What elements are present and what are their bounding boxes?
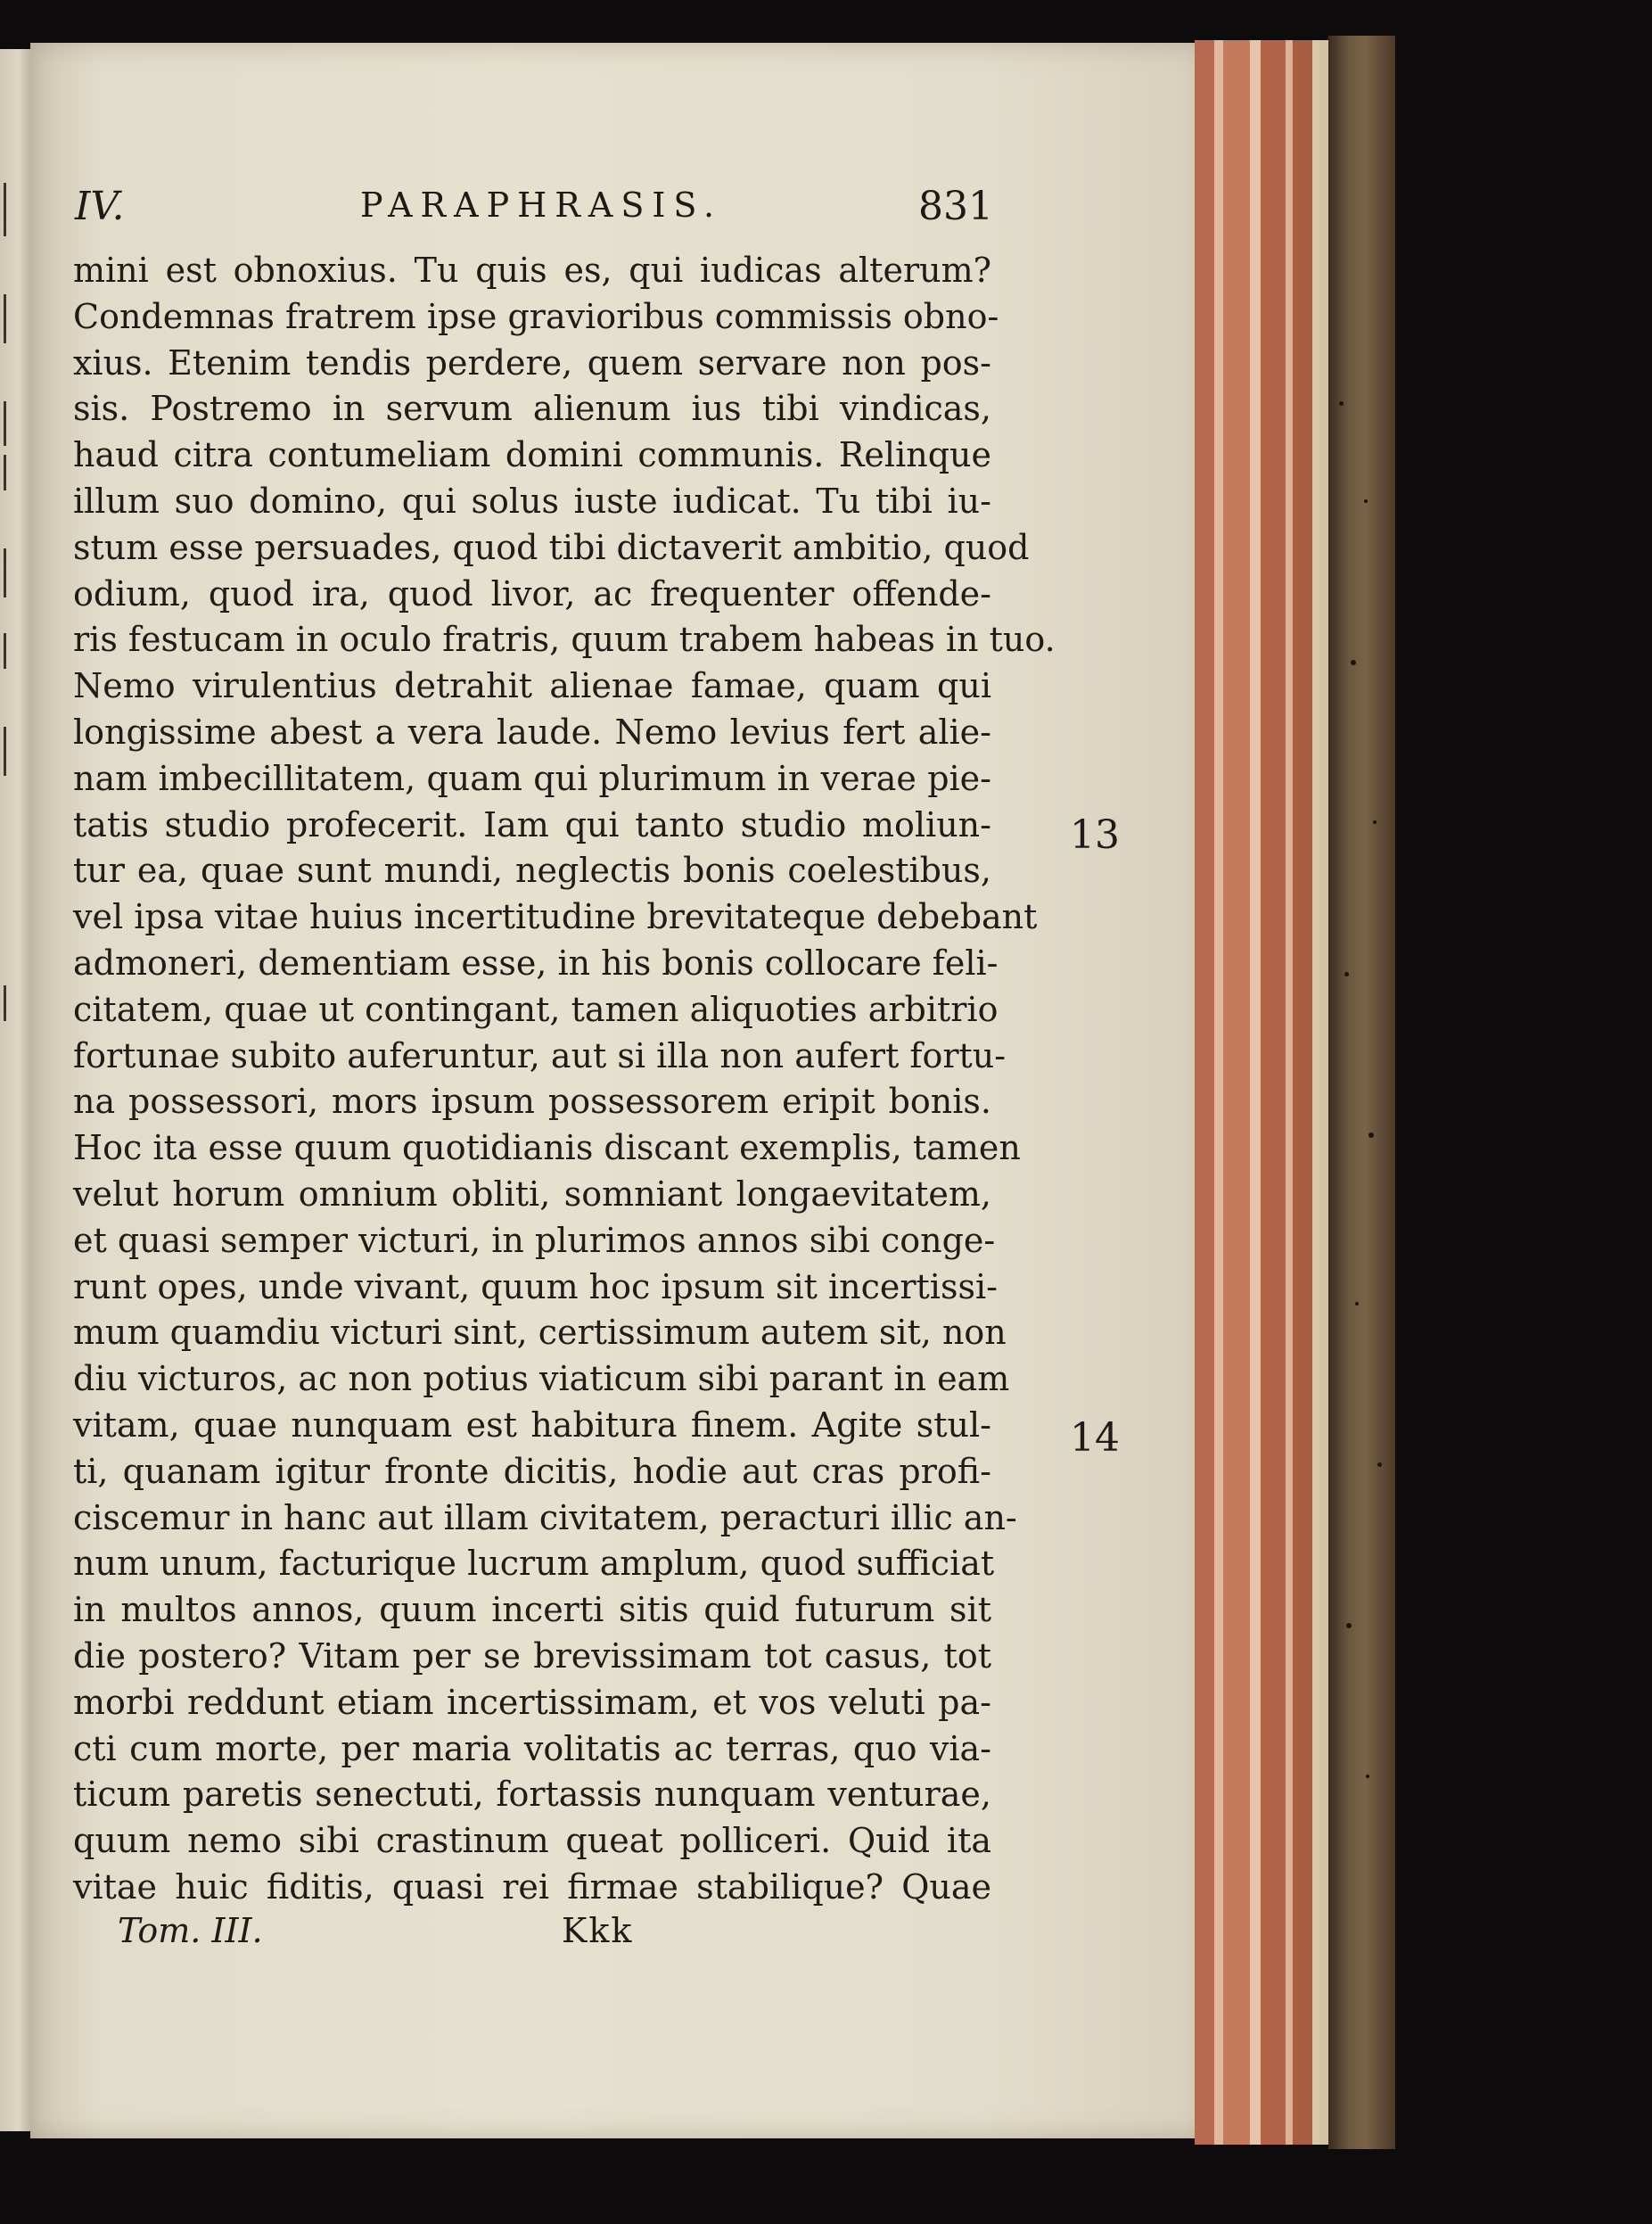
text-line: velut horum omnium obliti, somniant longaevitatem, (73, 1174, 991, 1214)
cover-speck (1373, 820, 1377, 824)
text-line: die postero? Vitam per se brevissimam tot casus, tot (73, 1635, 991, 1676)
text-line: in multos annos, quum incerti sitis quid futurum sit (73, 1590, 991, 1630)
facing-page-text-fragment (4, 985, 6, 1021)
facing-page-text-fragment (4, 401, 6, 446)
text-line: et quasi semper victuri, in plurimos annos sibi conge- (73, 1220, 996, 1260)
facing-page-text-fragment (4, 727, 6, 776)
text-line: nam imbecillitatem, quam qui plurimum in verae pie- (73, 758, 991, 798)
text-line: sis. Postremo in servum alienum ius tibi vindicas, (73, 389, 991, 429)
marginal-verse-number: 13 (1070, 812, 1120, 858)
text-line: morbi reddunt etiam incertissimam, et vos veluti pa- (73, 1682, 991, 1722)
cover-speck (1346, 1623, 1352, 1628)
cover-speck (1351, 660, 1356, 665)
page-edge-strip (1250, 40, 1261, 2145)
page-edge-strip (1286, 40, 1293, 2145)
facing-page-text-fragment (4, 548, 6, 597)
text-line: mum quamdiu victuri sint, certissimum autem sit, non (73, 1313, 1007, 1353)
cover-speck (1355, 1302, 1359, 1306)
text-line: quum nemo sibi crastinum queat polliceri. Quid ita (73, 1821, 991, 1861)
cover-speck (1368, 1133, 1374, 1138)
text-line: Nemo virulentius detrahit alienae famae, quam qui (73, 666, 991, 706)
running-header (75, 178, 993, 232)
signature-mark: Kkk (562, 1911, 634, 1950)
text-line: Hoc ita esse quum quotidianis discant exemplis, tamen (73, 1128, 1021, 1168)
text-line: ciscemur in hanc aut illam civitatem, peracturi illic an- (73, 1497, 1017, 1537)
cover-speck (1366, 1775, 1369, 1778)
text-line: haud citra contumeliam domini communis. Relinque (73, 435, 991, 475)
text-line: tur ea, quae sunt mundi, neglectis bonis coelestibus, (73, 851, 991, 891)
text-line: na possessori, mors ipsum possessorem eripit bonis. (73, 1082, 991, 1122)
page-edge-strip (1223, 40, 1250, 2145)
page-footer (73, 1911, 991, 1959)
facing-page-text-fragment (4, 294, 6, 343)
marginal-verse-number: 14 (1070, 1415, 1120, 1461)
text-line: runt opes, unde vivant, quum hoc ipsum sit incertissi- (73, 1266, 998, 1306)
cover-speck (1339, 401, 1344, 406)
page-edge-strip (1214, 40, 1223, 2145)
page-edge-strip (1195, 40, 1214, 2145)
text-line: num unum, facturique lucrum amplum, quod sufficiat (73, 1544, 995, 1584)
page-edge-strip (1261, 40, 1286, 2145)
facing-page-text-fragment (4, 455, 6, 490)
text-line: citatem, quae ut contingant, tamen aliquoties arbitrio (73, 989, 999, 1029)
facing-page-text-fragment (4, 183, 6, 236)
body-text (73, 248, 1120, 1911)
running-title: PARAPHRASIS. (360, 185, 723, 225)
page-edge-strip (1293, 40, 1312, 2145)
cover-speck (1344, 972, 1349, 976)
text-line: mini est obnoxius. Tu quis es, qui iudicas alterum? (73, 251, 991, 290)
text-line: Condemnas fratrem ipse gravioribus commissis obno- (73, 296, 999, 336)
text-line: diu victuros, ac non potius viaticum sibi parant in eam (73, 1359, 1010, 1399)
text-line: fortunae subito auferuntur, aut si illa non aufert fortu- (73, 1035, 1007, 1075)
book-cover-edge (1328, 36, 1395, 2149)
text-line: ti, quanam igitur fronte dicitis, hodie aut cras profi- (73, 1451, 991, 1491)
page-number: 831 (918, 184, 993, 229)
text-line: admoneri, dementiam esse, in his bonis collocare feli- (73, 943, 999, 983)
page-edge-strip (1312, 40, 1319, 2145)
text-line: longissime abest a vera laude. Nemo levius fert alie- (73, 712, 991, 752)
cover-speck (1377, 1462, 1382, 1467)
facing-page-text-fragment (4, 633, 6, 669)
text-line: vel ipsa vitae huius incertitudine brevitateque debebant (73, 897, 1038, 937)
text-line: ticum paretis senectuti, fortassis nunquam venturae, (73, 1775, 991, 1815)
text-line: cti cum morte, per maria volitatis ac terras, quo via- (73, 1728, 991, 1768)
page-edges-block (1195, 40, 1337, 2145)
text-line: illum suo domino, qui solus iuste iudicat. Tu tibi iu- (73, 481, 991, 521)
text-line: vitam, quae nunquam est habitura finem. Agite stul- (73, 1404, 991, 1445)
text-line: tatis studio profecerit. Iam qui tanto studio moliun- (73, 804, 991, 844)
section-number: IV. (75, 184, 125, 229)
text-line: odium, quod ira, quod livor, ac frequenter offende- (73, 573, 991, 614)
text-line: xius. Etenim tendis perdere, quem servare non pos- (73, 342, 991, 383)
cover-speck (1364, 499, 1368, 503)
text-line: vitae huic fiditis, quasi rei firmae stabilique? Quae (73, 1866, 991, 1907)
volume-mark: Tom. III. (118, 1911, 263, 1950)
text-line: ris festucam in oculo fratris, quum trabem habeas in tuo. (73, 620, 1056, 660)
facing-page-edge (0, 49, 32, 2131)
text-line: stum esse persuades, quod tibi dictaverit ambitio, quod (73, 527, 1030, 567)
